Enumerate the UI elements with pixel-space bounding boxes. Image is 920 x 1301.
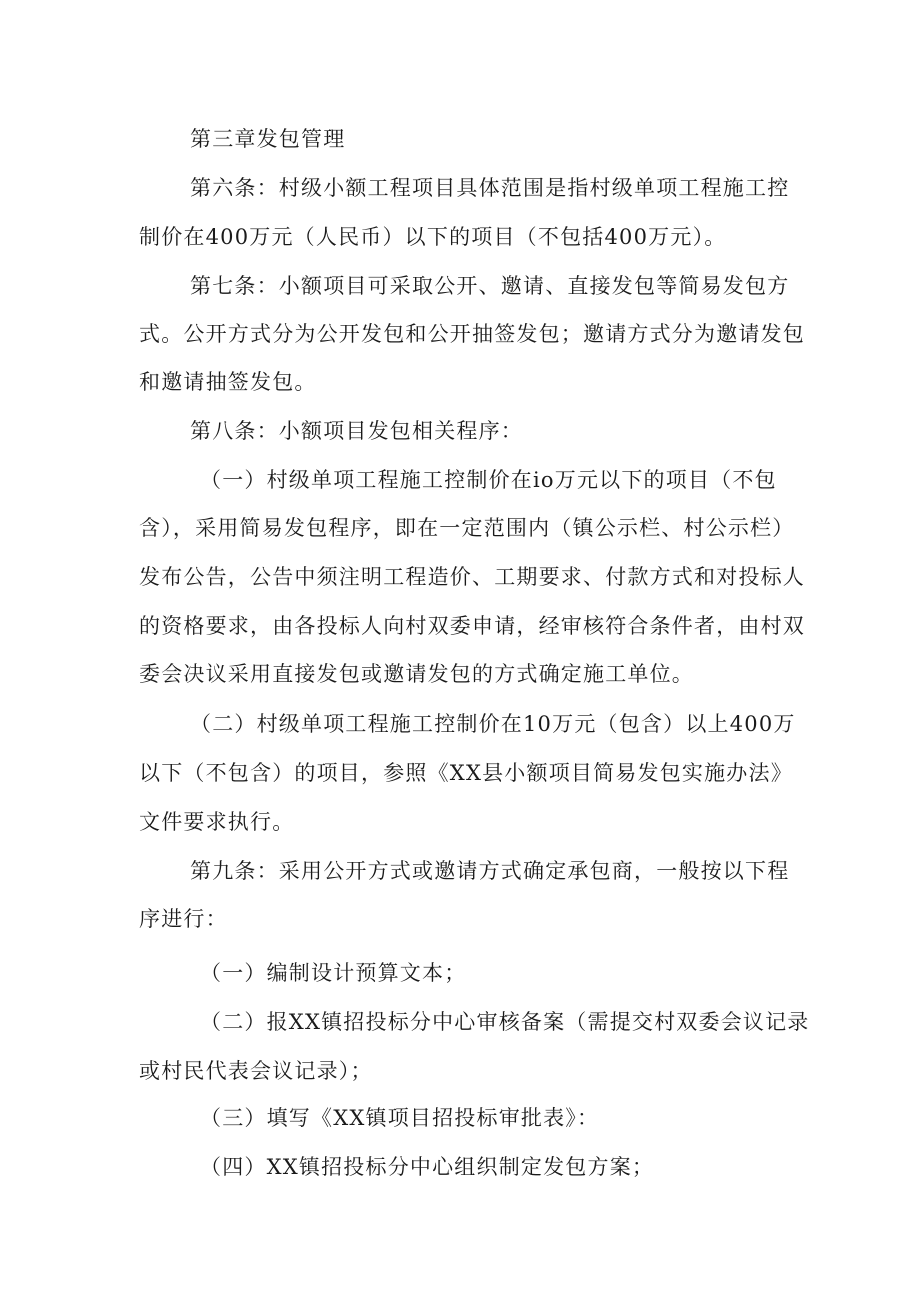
article-8-item-2-line-2: 以下（不包含）的项目，参照《XX县小额项目简易发包实施办法》 [139, 761, 793, 785]
article-8-item-1-line-3: 发布公告，公告中须注明工程造价、工期要求、付款方式和对投标人 [139, 565, 805, 589]
article-8-item-2-line-3: 文件要求执行。 [139, 810, 295, 834]
article-9-item-2-line-1: （二）报XX镇招投标分中心审核备案（需提交村双委会议记录 [200, 1010, 810, 1034]
article-9-line-1: 第九条：采用公开方式或邀请方式确定承包商，一般按以下程 [190, 859, 790, 883]
article-9-item-3: （三）填写《XX镇项目招投标审批表》： [200, 1106, 600, 1130]
article-7-line-1: 第七条：小额项目可采取公开、邀请、直接发包等简易发包方 [190, 274, 790, 298]
article-8-item-1-line-5: 委会决议采用直接发包或邀请发包的方式确定施工单位。 [139, 662, 694, 686]
article-8-item-1-line-4: 的资格要求，由各投标人向村双委申请，经审核符合条件者，由村双 [139, 614, 805, 638]
article-9-item-1: （一）编制设计预算文本； [200, 961, 467, 985]
article-9-item-2-line-2: 或村民代表会议记录）； [139, 1059, 373, 1083]
article-9-line-2: 序进行： [139, 907, 228, 931]
article-6-line-2: 制价在400万元（人民币）以下的项目（不包括400万元）。 [139, 225, 727, 249]
article-7-line-2: 式。公开方式分为公开发包和公开抽签发包；邀请方式分为邀请发包 [139, 322, 805, 346]
article-8-item-2-line-1: （二）村级单项工程施工控制价在10万元（包含）以上400万 [190, 712, 796, 736]
article-9-item-4: （四）XX镇招投标分中心组织制定发包方案； [200, 1155, 655, 1179]
article-8-item-1-line-2: 含），采用简易发包程序，即在一定范围内（镇公示栏、村公示栏） [139, 516, 795, 540]
article-8-line-1: 第八条：小额项目发包相关程序： [190, 419, 523, 443]
article-6-line-1: 第六条：村级小额工程项目具体范围是指村级单项工程施工控 [190, 176, 790, 200]
chapter-heading: 第三章发包管理 [190, 127, 346, 151]
article-7-line-3: 和邀请抽签发包。 [139, 370, 317, 394]
article-8-item-1-line-1: （一）村级单项工程施工控制价在io万元以下的项目（不包 [200, 468, 777, 492]
